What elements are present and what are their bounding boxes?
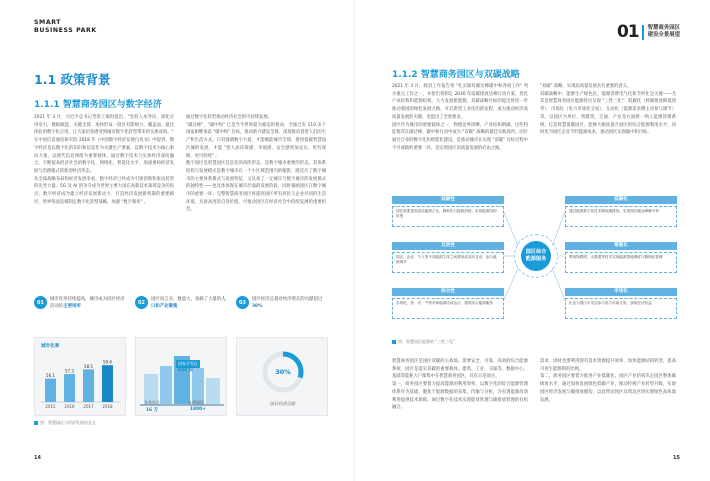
- chapter-marker: [617, 22, 680, 42]
- trend-text-market: 企业与园区可灵活参与电力市场交易，获取经济收益: [565, 298, 677, 319]
- label-national-zones: 国家开发区: [178, 361, 198, 366]
- brand-line-1: SMART: [34, 19, 62, 26]
- trend-text-decarbonization: 通过能源数字化技术降低碳排放，实现园区碳达峰碳中和: [565, 206, 677, 227]
- urbanization-chart-panel: [34, 337, 126, 416]
- three-property-diagram: [392, 196, 677, 334]
- tick-label-2016: 2016: [64, 404, 75, 409]
- right-body-column-2: "双碳" 战略，实现高质量发展具有重要的意义。 双碳战略中，能源生产绿色化、能源消费电气化和节约化是关键——尤其是智慧商务园区能源特点呈现 "三性三化"：低碳化（将碳排放降低到零）、市场化（电力市场化交易）、互动化（能源需求侧主动参与调节）等。以园区为单位，将建筑、交通、产业等方面统一纳入能源管理系统，打造智慧低碳园区，能够大幅度提升园区的综合能源利用水平，同时也为园区企业节约能源成本，推动园区实现碳中和目标。: [540, 84, 676, 136]
- value-label-2016: 57.3: [65, 368, 74, 374]
- park-illustration-panel: [135, 337, 227, 416]
- label-communities: 各类社区: [144, 400, 160, 405]
- label-parks: 各类园区: [188, 400, 204, 405]
- chapter-number: 01: [616, 22, 639, 42]
- brand-logo-text: [34, 19, 97, 35]
- value-national-zones: 522 家: [178, 368, 194, 373]
- stat-highlight-2: 人口和产业聚集: [151, 297, 226, 309]
- stat-badge-3: 03: [236, 296, 249, 309]
- stat-item-1: 01 城市化率持续提高，城市成为园区经济活动的主要场所: [34, 296, 126, 310]
- property-label-low-carbon: 低碳性: [392, 196, 504, 204]
- subsection-title: 1.1.1 智慧商务园区与数字经济: [34, 100, 162, 110]
- body-column-2: 通过数字化转型推动经济社会的可持续发展。 "碳达峰"、"碳中和" 已是当今世界最为紧迫的使命，全球已有 110 多个国家相继承诺 "碳中和" 目标，推动新兴建设全球、深刻推动着着人们的生产和生活方式。只有强调数字力量，才能赋能城市全域，推进低碳智慧园区城的发展，才能 "挖人居环境感、幸福感、安全感更加充实、更有保障、更可持续" 。 数字园区是智慧园区信息化的高阶形态，是数字城市重要的形态。其体系结构与发展模式是数字城市在一个小区域范围内的缩影，既反应了数字城市的主要体系模式与发展特征，又具备了一定城市与数字城市的发展模式的独特性——也具体体现在城市层面的发展阶段，同时兼顾园区在数字城市的重要一环。完整智慧商务园区将提高园区所有居民与企业共同的生活环境，具备高度的自身价值，可推动园区在经济社会中持续发展的重要机会。: [186, 115, 326, 213]
- stat-item-2: 02 园区而言多，数量大，承载了大量的人口和产业聚集: [135, 296, 227, 310]
- diagram-caption: 图：智慧园区能源的 "三性三化": [392, 339, 455, 345]
- property-text-interactive: 园区、企业、个人等不同能源主体之间需形成双向互动，参与能源调节: [392, 252, 504, 273]
- right-body-column-3: 智慧商务园区是园区双碳的主战场。需要安全、可靠、高效的综合能源系统，园区是落实双碳的重要载体。建筑、工业、交通等、数据中心、基础等能耗大户都集中在智慧商务园区，具有示范效应。 第一，商务园区要着力提高能源的利用效率，以数字化的综合能源管理体系作为基础，聚焦于能源数据的采集、传输与分析，为实现能源高效利用提供技术保障。通过数字化技术实现能效管理与碳排放管理的有机融合。: [392, 359, 528, 411]
- value-communities: 16 万: [146, 408, 159, 413]
- left-caption: 图：智慧园区与经济发展的意义: [34, 420, 96, 426]
- tick-label-2018: 2018: [102, 404, 113, 409]
- stat-badge-1: 01: [34, 296, 47, 309]
- trend-label-market: 市场化: [565, 288, 677, 296]
- right-body-column-1: 2021 年 3 月，政府工作报告将 "扎实做好碳达峰碳中和各项工作" 列为重点工作之一，并指出将制定 2030 年前碳排放达峰行动方案，优化产业结构和能源结构。大力发展新能源。双碳战略目标的提出将进一步推动我国的绿色发展之路，开启新型工业化的新征程，成为推动经济高质量发展的关键，也提出了全新要求。 园区作为城市的重要载体之一，物理边界清晰，产业结构明确，这些特征使其在碳达峰、碳中和行动中成为 "双碳" 战略的最佳实践场所。园区通过自身的数字化和智能化建设，是推动城市在实现 "双碳" 目标过程中不可或缺的重要一环，是实现园区高质量发展的必由之路。: [392, 84, 528, 151]
- chapter-divider: [642, 25, 644, 40]
- contribution-percent: 30%: [275, 368, 291, 376]
- value-label-2017: 58.5: [84, 363, 93, 369]
- trend-text-intelligent: 利用物联网、大数据等技术实现能源智能调度与精细化管理: [565, 252, 677, 273]
- contribution-label: 园区经济贡献: [270, 401, 296, 406]
- bar-2015: [45, 379, 56, 402]
- chapter-title-line-1: 智慧商务园区: [647, 25, 680, 31]
- trend-label-intelligent: 智能化: [565, 242, 677, 250]
- caption-marker-icon: [34, 421, 38, 425]
- trend-label-decarbonization: 低碳化: [565, 196, 677, 204]
- property-text-comprehensive: 实现电、热、冷、气等多种能源协同运行，提供综合能源服务: [392, 298, 504, 319]
- bar-2017: [83, 369, 94, 402]
- right-body-column-4: 需求，同时也要利用现有技术资源提升效率，加快能源结构转型，提高可再生能源利用比例。 第二，商务园区要着力推进产业低碳化。园区产业结构决定园区整体碳排放水平，通过加快发展绿色低碳产业，推动传统产业转型升级，实现园区经济发展与碳排放脱钩，以此带动园区及周边区域实现绿色高质量发展。: [540, 359, 676, 403]
- chart-title: 城市化率: [41, 344, 60, 349]
- contribution-panel: [236, 337, 328, 416]
- page-number-left: 14: [34, 455, 41, 461]
- tick-label-2015: 2015: [45, 404, 56, 409]
- section-title: 1.1 政策背景: [34, 72, 111, 87]
- stat-highlight-1: 主要场所: [63, 304, 81, 309]
- stat-badge-2: 02: [135, 296, 148, 309]
- chapter-title-line-2: 建设全景展望: [647, 32, 680, 38]
- brand-line-2: BUSINESS PARK: [34, 27, 97, 34]
- tick-label-2017: 2017: [83, 404, 94, 409]
- caption-marker-icon-2: [392, 340, 396, 344]
- property-label-interactive: 互动性: [392, 242, 504, 250]
- subsection-title-2: 1.1.2 智慧商务园区与双碳战略: [392, 70, 520, 80]
- bar-2018: [102, 365, 113, 402]
- value-parks: 1800+: [190, 407, 206, 412]
- property-label-comprehensive: 综合性: [392, 288, 504, 296]
- page-number-right: 15: [673, 455, 680, 461]
- stat-highlight-3: 30%: [252, 304, 263, 309]
- body-column-1: 2021 年 3 月，习近平总书记考察上海时提出，"坚持人本导向，深化应用牵引，数据赋能、关键支撑、加快形成一批具有影响力、覆盖面、最佳体验的数字化应用，让大家切身感受到城市数字化转型带来的实惠成效。" 在中国信息通信研究院 2018 年《中国数字经济发展白皮书》中提到，数字经济是以数字化的知识和信息作为关键生产要素，以数字技术为核心驱动力量，以现代信息网络为重要载体，通过数字技术与实体经济深度融合，不断提高经济社会的数字化、网络化、智能化水平，加速重构经济发展与治理模式的新型经济形态。 从全球战略布局和经济发展来看，数字经济已经成为引领创新和驱动转型的先导力量。5G 及 AI 的争夺成为世界主要大国在高新技术领域竞争的焦点；数字经济成为建立经济发展新动力、打造经济发展新机制的重要路径，世界各国竞相制定数字化转型战略，加速 "数字频率" 。: [34, 115, 174, 205]
- bar-2016: [64, 374, 75, 402]
- urbanization-bar-chart: [35, 338, 127, 417]
- value-label-2015: 56.1: [46, 373, 55, 379]
- property-text-low-carbon: 园区需要提高清洁能源占比，降低化石能源消耗，实现能源结构转型: [392, 206, 504, 227]
- value-label-2018: 59.6: [103, 359, 112, 365]
- center-node: 园区综合能源服务: [521, 241, 551, 271]
- stat-item-3: 03 园区经济总量对经济增长的贡献超过30%: [236, 296, 328, 310]
